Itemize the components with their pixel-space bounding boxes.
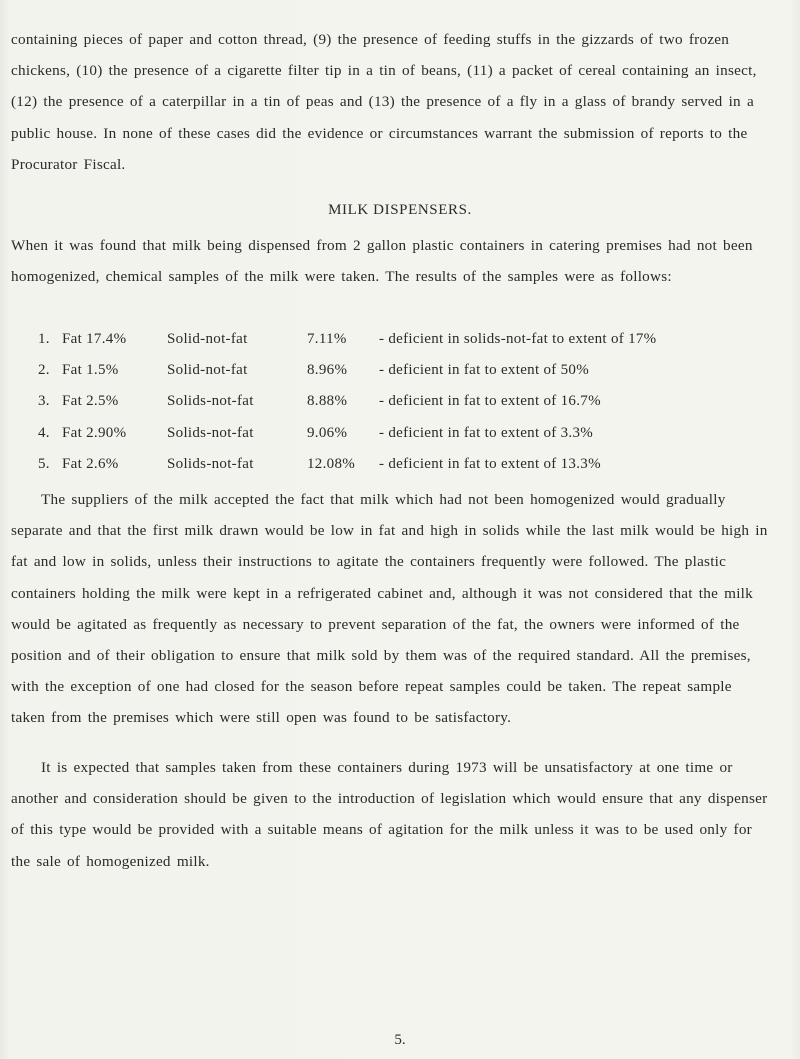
sample-snf-label: Solids-not-fat xyxy=(167,455,254,472)
sample-fat: Fat 2.90% xyxy=(62,424,127,441)
sample-number: 1. xyxy=(38,331,50,347)
sample-snf-value: 9.06% xyxy=(307,424,348,441)
list-item xyxy=(38,355,656,386)
list-item xyxy=(38,386,656,417)
sample-snf-label: Solids-not-fat xyxy=(167,424,254,441)
sample-number: 3. xyxy=(38,393,50,410)
list-item xyxy=(38,324,656,355)
page-number: 5. xyxy=(394,1032,406,1048)
expectation-paragraph: It is expected that samples taken from these containers during 1973 will be unsatisfactory at one time or another and consideration should be given to the introduction of legislation which would ensure that any dispenser of this type would be provided with a suitable means of agitation for the milk unless it was to be used only for the sale of homogenized milk. xyxy=(11,759,768,870)
list-item xyxy=(38,449,656,480)
section-heading: MILK DISPENSERS. xyxy=(328,202,472,218)
sample-fat: Fat 17.4% xyxy=(62,331,127,347)
sample-number: 4. xyxy=(38,424,50,441)
sample-result: - deficient in solids-not-fat to extent of 17% xyxy=(379,331,657,347)
sample-result: - deficient in fat to extent of 13.3% xyxy=(379,455,601,472)
milk-dispensers-paragraph: When it was found that milk being dispensed from 2 gallon plastic containers in catering premises had not been homogenized, chemical samples of the milk were taken. The results of the samples were as follows: xyxy=(11,237,753,286)
sample-fat: Fat 2.5% xyxy=(62,393,119,410)
sample-fat: Fat 2.6% xyxy=(62,455,119,472)
sample-results-list xyxy=(38,324,656,480)
sample-snf-value: 7.11% xyxy=(307,331,347,347)
suppliers-paragraph: The suppliers of the milk accepted the fact that milk which had not been homogenized would gradually separate and that the first milk drawn would be low in fat and high in solids while the last milk would be high in fat and low in solids, unless their instructions to agitate the containers frequently were followed. The plastic containers holding the milk were kept in a refrigerated cabinet and, although it was not considered that the milk would be agitated as frequently as necessary to prevent separation of the fat, the owners were informed of the position and of their obligation to ensure that milk sold by them was of the required standard. All the premises, with the exception of one had closed for the season before repeat samples could be taken. The repeat sample taken from the premises which were still open was found to be satisfactory. xyxy=(11,491,768,727)
sample-snf-label: Solid-not-fat xyxy=(167,331,248,347)
sample-result: - deficient in fat to extent of 16.7% xyxy=(379,393,601,410)
sample-snf-label: Solids-not-fat xyxy=(167,393,254,410)
sample-number: 2. xyxy=(38,362,50,379)
sample-fat: Fat 1.5% xyxy=(62,362,119,379)
sample-number: 5. xyxy=(38,455,50,472)
intro-paragraph: containing pieces of paper and cotton thread, (9) the presence of feeding stuffs in the gizzards of two frozen chickens, (10) the presence of a cigarette filter tip in a tin of beans, (11) a packet of cereal containing an insect, (12) the presence of a caterpillar in a tin of peas and (13) the presence of a fly in a glass of brandy served in a public house. In none of these cases did the evidence or circumstances warrant the submission of reports to the Procurator Fiscal. xyxy=(11,31,757,173)
sample-result: - deficient in fat to extent of 3.3% xyxy=(379,424,594,441)
sample-result: - deficient in fat to extent of 50% xyxy=(379,362,590,379)
sample-snf-value: 12.08% xyxy=(307,455,356,472)
sample-snf-value: 8.96% xyxy=(307,362,348,379)
sample-snf-label: Solid-not-fat xyxy=(167,362,248,379)
sample-snf-value: 8.88% xyxy=(307,393,348,410)
list-item xyxy=(38,418,656,449)
